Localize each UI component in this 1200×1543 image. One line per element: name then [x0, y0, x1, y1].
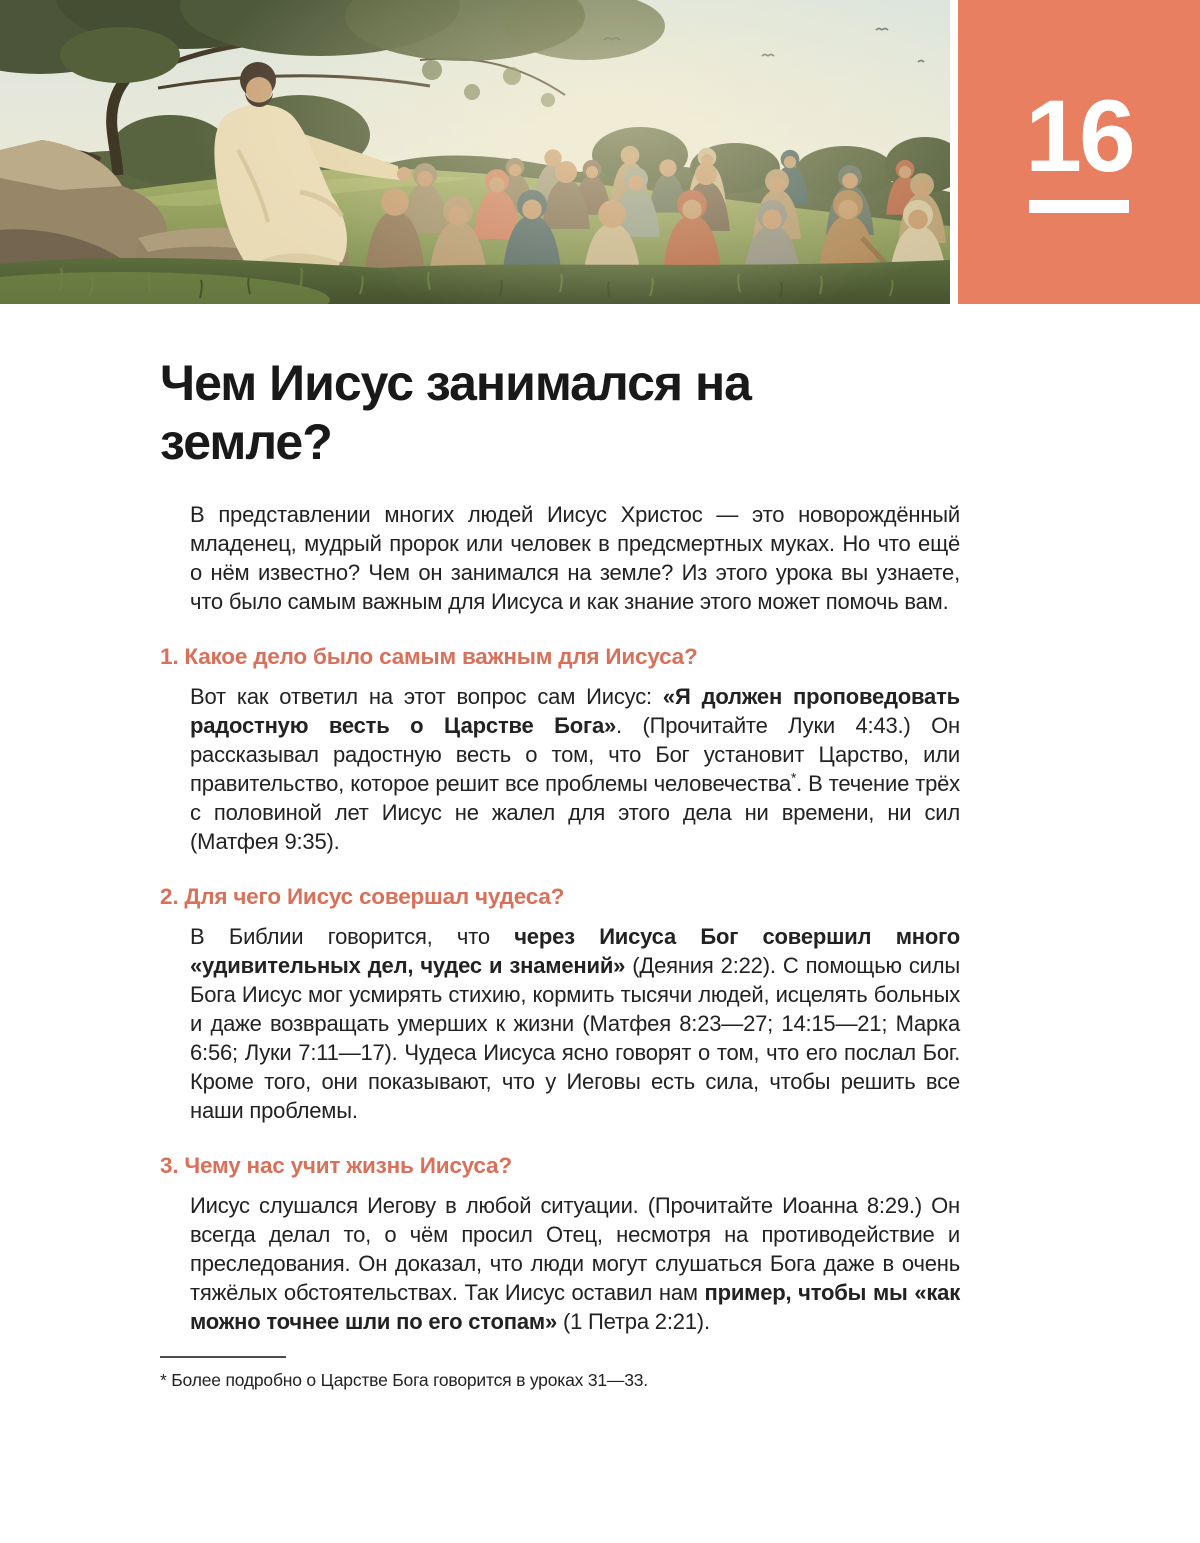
lesson-number: 16 [1025, 79, 1133, 194]
lesson-content [160, 304, 960, 1392]
footnote: * Более подробно о Царстве Бога говорится в уроках 31—33. [160, 1370, 648, 1390]
hero-illustration [0, 0, 950, 304]
question-heading-1: 1. Какое дело было самым важным для Иисуса? [160, 644, 698, 669]
footnote-rule [160, 1356, 286, 1358]
intro-paragraph: В представлении многих людей Иисус Христос — это новорождённый младенец, мудрый пророк или человек в предсмертных муках. Но что ещё о нём известно? Чем он занимался на земле? Из этого урока вы узнаете, что было самым важным для Иисуса и как знание этого может помочь вам. [190, 502, 960, 614]
badge-underline [1029, 200, 1129, 213]
paragraph-1: Вот как ответил на этот вопрос сам Иисус: «Я должен проповедовать радостную весть о Царстве Бога». (Прочитайте Луки 4:43.) Он рассказывал радостную весть о том, что Бог установит Царство, или правительство, которое решит все проблемы человечества*. В течение трёх с половиной лет Иисус не жалел для этого дела ни времени, ни сил (Матфея 9:35). [190, 684, 960, 854]
paragraph-3: Иисус слушался Иегову в любой ситуации. (Прочитайте Иоанна 8:29.) Он всегда делал то, о чём просил Отец, несмотря на противодействие и преследования. Он доказал, что люди могут слушаться Бога даже в очень тяжёлых обстоятельствах. Так Иисус оставил нам пример, чтобы мы «как можно точнее шли по его стопам» (1 Петра 2:21). [190, 1193, 961, 1334]
question-heading-3: 3. Чему нас учит жизнь Иисуса? [160, 1153, 512, 1178]
paragraph-2: В Библии говорится, что через Иисуса Бог совершил много «удивительных дел, чудес и знамений» (Деяния 2:22). С помощью силы Бога Иисус мог усмирять стихию, кормить тысячи людей, исцелять больных и даже возвращать умерших к жизни (Матфея 8:23—27; 14:15—21; Марка 6:56; Луки 7:11—17). Чудеса Иисуса ясно говорят о том, что его послал Бог. Кроме того, они показывают, что у Иеговы есть сила, чтобы решить все наши проблемы. [190, 924, 961, 1123]
lesson-number-badge [958, 0, 1200, 304]
question-heading-2: 2. Для чего Иисус совершал чудеса? [160, 884, 565, 909]
hero-image [0, 0, 950, 304]
warm-filter [0, 0, 950, 304]
page-title: Чем Иисус занимался на земле? [160, 355, 751, 470]
